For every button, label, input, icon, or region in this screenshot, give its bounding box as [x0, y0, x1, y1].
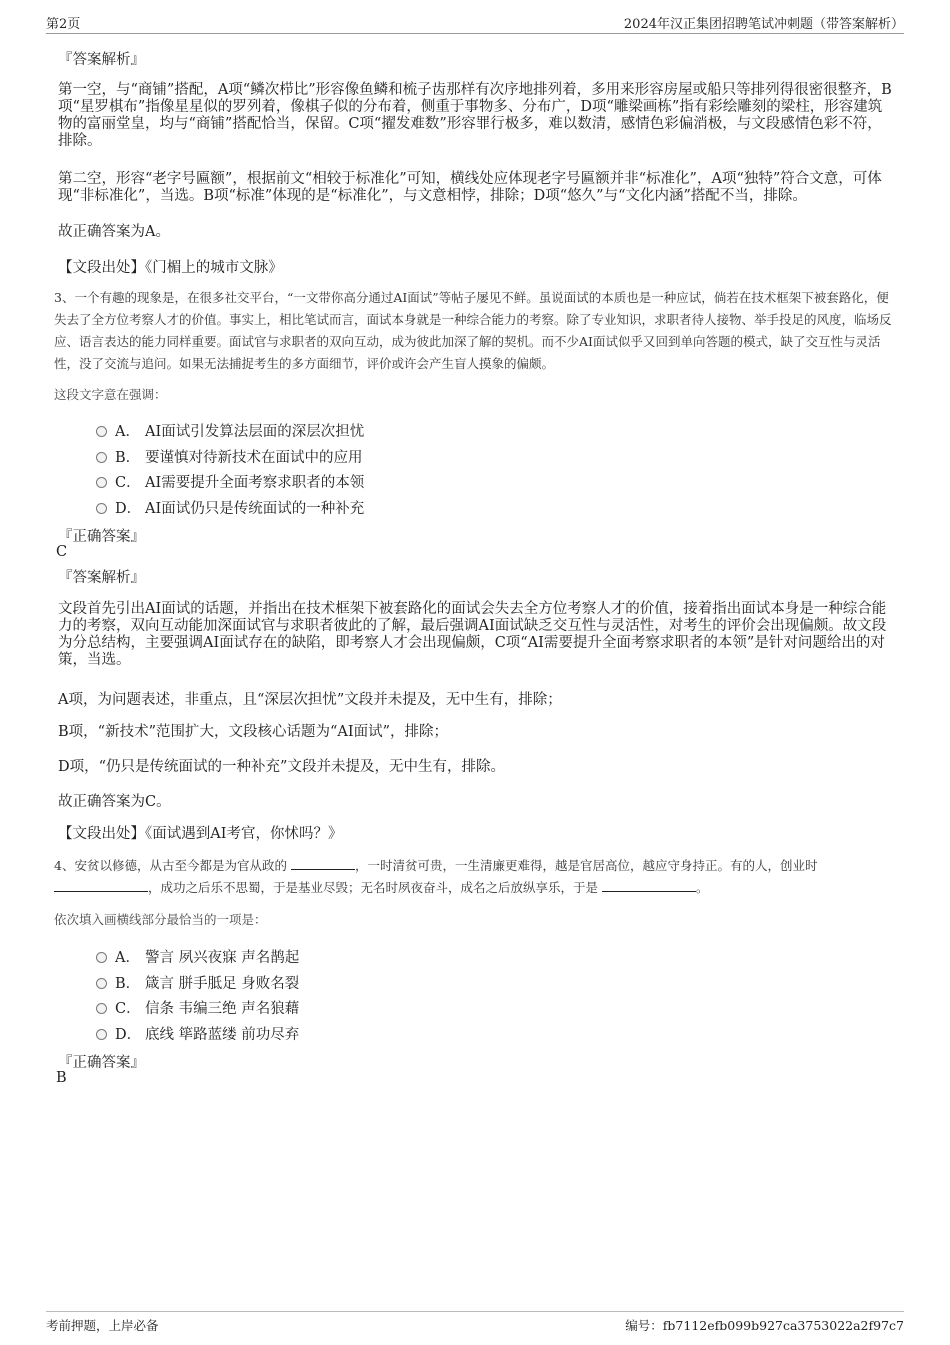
- option-text: 警言 夙兴夜寐 声名鹊起: [145, 950, 300, 966]
- option-letter: B．: [115, 976, 141, 992]
- q4-option-d[interactable]: [96, 1023, 299, 1041]
- option-letter: D．: [115, 1027, 142, 1043]
- fill-blank-2: [54, 879, 148, 892]
- option-text: 信条 韦编三绝 声名狼藉: [145, 1001, 300, 1017]
- option-letter: C．: [115, 1001, 141, 1017]
- q3-conclusion: 故正确答案为C。: [58, 794, 171, 810]
- q4-option-c[interactable]: [96, 997, 299, 1015]
- document-id: 编号：fb7112efb099b927ca3753022a2f97c7: [625, 1318, 904, 1333]
- option-letter: B．: [115, 450, 141, 466]
- radio-icon[interactable]: [96, 952, 107, 963]
- q3-stem: 3、一个有趣的现象是，在很多社交平台，“一文带你高分通过AI面试”等帖子屡见不鲜。虽说面试的本质也是一种应试，倘若在技术框架下被套路化，便失去了全方位考察人才的价值。事实上，相比笔试而言，面试本身就是一种综合能力的考察。除了专业知识，求职者待人接物、举手投足的风度，临场反应、语言表达的能力同样重要。面试官与求职者的双向互动，成为彼此加深了解的契机。而不少AI面试似乎又回到单向答题的模式，缺了交互性与灵活性，没了交流与追问。如果无法捕捉考生的多方面细节，评价或许会产生盲人摸象的偏颇。: [54, 290, 892, 371]
- q3-answer-tag: 『正确答案』: [58, 529, 145, 545]
- radio-icon[interactable]: [96, 452, 107, 463]
- q3-option-a[interactable]: [96, 420, 364, 438]
- option-text: 要谨慎对待新技术在面试中的应用: [145, 450, 363, 466]
- option-text: AI面试仍只是传统面试的一种补充: [145, 501, 365, 517]
- document-title: 2024年汉正集团招聘笔试冲刺题（带答案解析）: [623, 17, 904, 32]
- q3-prompt: 这段文字意在强调：: [54, 387, 167, 402]
- radio-icon[interactable]: [96, 477, 107, 488]
- q3-analysis-option-b: B项，“新技术”范围扩大，文段核心话题为“AI面试”，排除；: [58, 724, 449, 740]
- fill-blank-1: [291, 857, 355, 870]
- q4-stem: [54, 855, 896, 899]
- radio-icon[interactable]: [96, 426, 107, 437]
- q4-stem-part-4: 。: [696, 880, 709, 895]
- q4-stem-part-1: 4、安贫以修德，从古至今都是为官从政的: [54, 858, 287, 873]
- q3-option-c[interactable]: [96, 471, 364, 489]
- option-text: AI面试引发算法层面的深层次担忧: [145, 424, 365, 440]
- q4-answer-tag: 『正确答案』: [58, 1055, 145, 1071]
- q2-conclusion: 故正确答案为A。: [58, 224, 170, 240]
- q4-stem-part-2: ，一时清贫可贵，一生清廉更难得，越是官居高位，越应守身持正。有的人，创业时: [354, 858, 818, 873]
- option-letter: A．: [115, 424, 140, 440]
- q3-analysis-tag: 『答案解析』: [58, 570, 145, 586]
- q4-prompt: 依次填入画横线部分最恰当的一项是：: [54, 912, 267, 927]
- option-letter: D．: [115, 501, 142, 517]
- q3-analysis-option-d: D项，“仍只是传统面试的一种补充”文段并未提及，无中生有，排除。: [58, 759, 505, 775]
- option-text: 底线 筚路蓝缕 前功尽弃: [145, 1027, 300, 1043]
- page-footer: [46, 1311, 904, 1333]
- q4-stem-part-3: ，成功之后乐不思蜀，于是基业尽毁；无名时夙夜奋斗，成名之后放纵享乐，于是: [148, 880, 599, 895]
- option-letter: C．: [115, 475, 141, 491]
- radio-icon[interactable]: [96, 1003, 107, 1014]
- q4-option-b[interactable]: [96, 972, 299, 990]
- q3-analysis-paragraph: 文段首先引出AI面试的话题，并指出在技术框架下被套路化的面试会失去全方位考察人才的价值，接着指出面试本身是一种综合能力的考察，双向互动能加深面试官与求职者彼此的了解，最后强调AI面试缺乏交互性与灵活性，对考生的评价会出现偏颇。故文段为分总结构，主要强调AI面试存在的缺陷，即考察人才会出现偏颇，C项“AI需要提升全面考察求职者的本领”是针对问题给出的对策，当选。: [58, 601, 887, 668]
- option-text: 箴言 胼手胝足 身败名裂: [145, 976, 300, 992]
- page-header: [46, 13, 904, 34]
- footer-slogan: 考前押题，上岸必备: [46, 1318, 159, 1333]
- radio-icon[interactable]: [96, 503, 107, 514]
- radio-icon[interactable]: [96, 978, 107, 989]
- q4-answer: B: [56, 1070, 67, 1086]
- q2-analysis-tag: 『答案解析』: [58, 52, 145, 68]
- q3-option-d[interactable]: [96, 497, 364, 515]
- option-text: AI需要提升全面考察求职者的本领: [145, 475, 365, 491]
- q2-analysis-paragraph-2: 第二空，形容“老字号匾额”，根据前文“相较于标准化”可知，横线处应体现老字号匾额并非“标准化”，A项“独特”符合文意，可体现“非标准化”，当选。B项“标准”体现的是“标准化”，与文意相悖，排除；D项“悠久”与“文化内涵”搭配不当，排除。: [58, 171, 882, 204]
- page-number: 第2页: [46, 17, 81, 32]
- q3-analysis-option-a: A项，为问题表述，非重点，且“深层次担忧”文段并未提及，无中生有，排除；: [58, 692, 562, 708]
- option-letter: A．: [115, 950, 140, 966]
- q3-source: 【文段出处】《面试遇到AI考官，你怵吗？》: [58, 826, 343, 842]
- q2-source: 【文段出处】《门楣上的城市文脉》: [58, 260, 283, 276]
- q3-answer: C: [56, 544, 68, 560]
- q2-analysis-paragraph-1: 第一空，与“商铺”搭配，A项“鳞次栉比”形容像鱼鳞和梳子齿那样有次序地排列着，多用来形容房屋或船只等排列得很密很整齐，B项“星罗棋布”指像星星似的罗列着，像棋子似的分布着，侧重于事物多、分布广，D项“雕梁画栋”指有彩绘雕刻的梁柱，形容建筑物的富丽堂皇，均与“商铺”搭配恰当，保留。C项“擢发难数”形容罪行极多，难以数清，感情色彩偏消极，与文段感情色彩不符，排除。: [58, 82, 892, 149]
- radio-icon[interactable]: [96, 1029, 107, 1040]
- q4-option-a[interactable]: [96, 946, 299, 964]
- q3-option-b[interactable]: [96, 446, 363, 464]
- fill-blank-3: [602, 879, 696, 892]
